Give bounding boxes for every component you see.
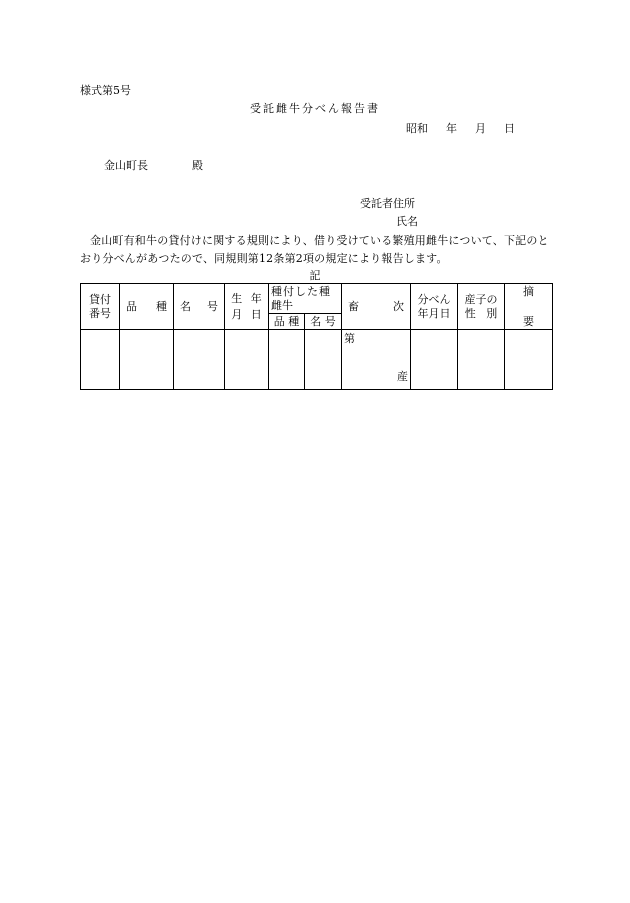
cell-bull-breed[interactable] bbox=[269, 330, 305, 390]
sender-name-label: 氏名 bbox=[396, 215, 418, 228]
cell-breed[interactable] bbox=[120, 330, 174, 390]
date-month: 月 bbox=[475, 122, 486, 135]
header-calving-date: 分べん 年月日 bbox=[411, 284, 458, 330]
cell-loan-number[interactable] bbox=[81, 330, 120, 390]
cell-birth-date[interactable] bbox=[225, 330, 269, 390]
ki-marker: 記 bbox=[309, 269, 321, 282]
header-loan-number: 貸付 番号 bbox=[81, 284, 120, 330]
addressee-honorific: 殿 bbox=[192, 159, 203, 172]
parity-suffix: 産 bbox=[397, 370, 408, 383]
cell-calving-date[interactable] bbox=[411, 330, 458, 390]
form-number: 様式第5号 bbox=[80, 84, 131, 97]
sender-address-label: 受託者住所 bbox=[360, 197, 415, 210]
cell-name[interactable] bbox=[174, 330, 225, 390]
header-remarks: 摘 要 bbox=[505, 284, 553, 330]
header-calf-sex: 産子の 性 別 bbox=[458, 284, 505, 330]
header-bred-bull: 種付した種 雌牛 bbox=[269, 284, 342, 314]
header-parity: 畜 次 bbox=[342, 284, 411, 330]
addressee bbox=[104, 157, 203, 173]
header-bull-breed: 品 種 bbox=[269, 314, 305, 330]
header-bull-name: 名 号 bbox=[305, 314, 342, 330]
date-era: 昭和 bbox=[406, 122, 428, 135]
date-year: 年 bbox=[446, 122, 457, 135]
cell-bull-name[interactable] bbox=[305, 330, 342, 390]
cell-parity[interactable] bbox=[342, 330, 411, 390]
report-body: 金山町有和牛の貸付けに関する規則により、借り受けている繁殖用雌牛について、下記のとおり分べんがあつたので、同規則第12条第2項の規定により報告します。 bbox=[80, 234, 549, 265]
parity-prefix: 第 bbox=[344, 332, 355, 345]
header-name: 名 号 bbox=[174, 284, 225, 330]
header-birth-date: 生 年 月 日 bbox=[225, 284, 269, 330]
calving-report-table bbox=[80, 283, 553, 390]
cell-calf-sex[interactable] bbox=[458, 330, 505, 390]
addressee-name: 金山町長 bbox=[104, 159, 148, 172]
header-breed: 品 種 bbox=[120, 284, 174, 330]
document-title: 受託雌牛分べん報告書 bbox=[250, 102, 380, 115]
table-row bbox=[81, 330, 553, 390]
date-line bbox=[406, 120, 533, 136]
date-day: 日 bbox=[504, 122, 515, 135]
cell-remarks[interactable] bbox=[505, 330, 553, 390]
